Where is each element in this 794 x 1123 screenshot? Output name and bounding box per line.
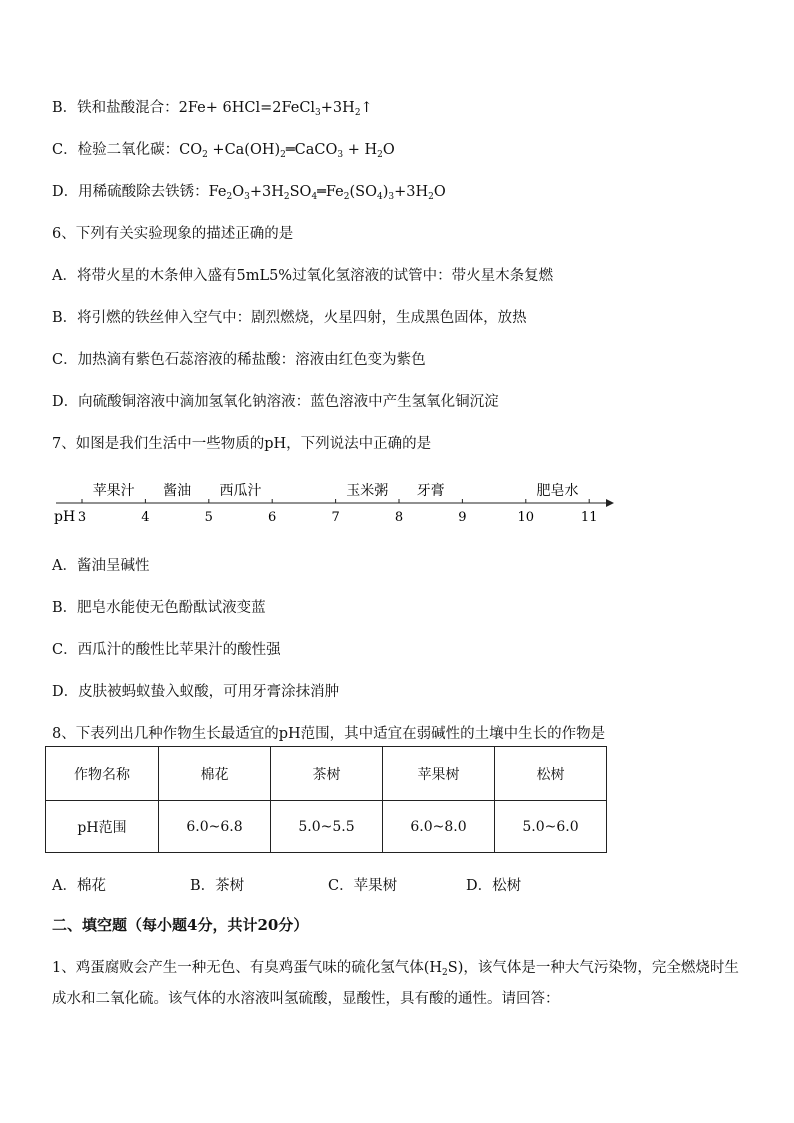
ph-tick-label: 4 [141, 510, 150, 525]
ph-substance-label: 肥皂水 [536, 483, 579, 499]
ph-axis-arrow [606, 499, 614, 507]
question-8-option-b: B．茶树 [190, 878, 245, 894]
question-8-option-d: D．松树 [466, 878, 522, 894]
question-7-option-a: A．酱油呈碱性 [52, 558, 150, 574]
ph-tick-label: 5 [204, 510, 213, 525]
table-header-row [46, 747, 607, 801]
table-cell: 作物名称 [46, 747, 159, 801]
question-7-stem: 7、如图是我们生活中一些物质的pH，下列说法中正确的是 [52, 436, 432, 452]
ph-substance-label: 酱油 [163, 483, 192, 499]
table-cell: 棉花 [159, 747, 271, 801]
question-6-option-a: A．将带火星的木条伸入盛有5mL5%过氧化氢溶液的试管中：带火星木条复燃 [52, 268, 554, 284]
question-6-option-c: C．加热滴有紫色石蕊溶液的稀盐酸：溶液由红色变为紫色 [52, 352, 426, 368]
ph-tick-label: 9 [458, 510, 467, 525]
question-8-stem: 8、下表列出几种作物生长最适宜的pH范围，其中适宜在弱碱性的土壤中生长的作物是 [52, 726, 606, 742]
question-8-option-c: C．苹果树 [328, 878, 398, 894]
ph-tick-label: 3 [77, 510, 87, 525]
question-7-option-b: B．肥皂水能使无色酚酞试液变蓝 [52, 600, 266, 616]
ph-tick-label: 8 [394, 510, 404, 525]
question-7-option-c: C．西瓜汁的酸性比苹果汁的酸性强 [52, 642, 281, 658]
question-6-option-b: B．将引燃的铁丝伸入空气中：剧烈燃烧，火星四射，生成黑色固体，放热 [52, 310, 527, 326]
table-cell: 6.0~8.0 [383, 801, 495, 853]
table-cell: 5.0~6.0 [495, 801, 607, 853]
table-row [46, 801, 607, 853]
question-7-option-d: D．皮肤被蚂蚁蛰入蚁酸，可用牙膏涂抹消肿 [52, 684, 340, 700]
table-cell: 5.0~5.5 [271, 801, 383, 853]
table-cell: pH范围 [46, 801, 159, 853]
table-cell: 松树 [495, 747, 607, 801]
ph-substance-label: 西瓜汁 [219, 483, 262, 499]
ph-tick-label: 6 [268, 510, 277, 525]
question-8-option-a: A．棉花 [52, 878, 106, 894]
table-cell: 苹果树 [383, 747, 495, 801]
option-d-rust: D．用稀硫酸除去铁锈：$Fe_2O_3+3H_2SO_4═Fe_2(SO_4)_3+3H_2O$ [52, 184, 446, 202]
table-cell: 6.0~6.8 [159, 801, 271, 853]
table-cell: 茶树 [271, 747, 383, 801]
section-2-question-1: 1、鸡蛋腐败会产生一种无色、有臭鸡蛋气味的硫化氢气体$(H_2S)$，该气体是一种大气污染物，完全燃烧时生成水和二氧化硫。该气体的水溶液叫氢硫酸，显酸性，具有酸的通性。请回答： [52, 960, 739, 1007]
ph-tick-label: 10 [517, 510, 535, 525]
ph-substance-label: 苹果汁 [92, 483, 135, 499]
ph-substance-label: 牙膏 [416, 483, 445, 499]
section-2-title: 二、填空题（每小题4分，共计20分） [52, 916, 309, 934]
ph-tick-label: 7 [331, 510, 340, 525]
question-6-stem: 6、下列有关实验现象的描述正确的是 [52, 226, 294, 242]
option-c-co2: C．检验二氧化碳：$CO_2$ $+Ca(OH)_2═CaCO_3 + H_2O$ [52, 142, 395, 160]
ph-substance-label: 玉米粥 [346, 483, 389, 499]
crop-ph-table [45, 746, 607, 853]
ph-scale-diagram [52, 478, 622, 530]
ph-axis-label: pH [54, 509, 76, 525]
ph-tick-label: 11 [580, 510, 598, 525]
option-b-iron: B．铁和盐酸混合：$2Fe+ 6HCl=2FeCl_3+3H_2↑$ [52, 100, 373, 118]
question-6-option-d: D．向硫酸铜溶液中滴加氢氧化钠溶液：蓝色溶液中产生氢氧化铜沉淀 [52, 394, 499, 410]
